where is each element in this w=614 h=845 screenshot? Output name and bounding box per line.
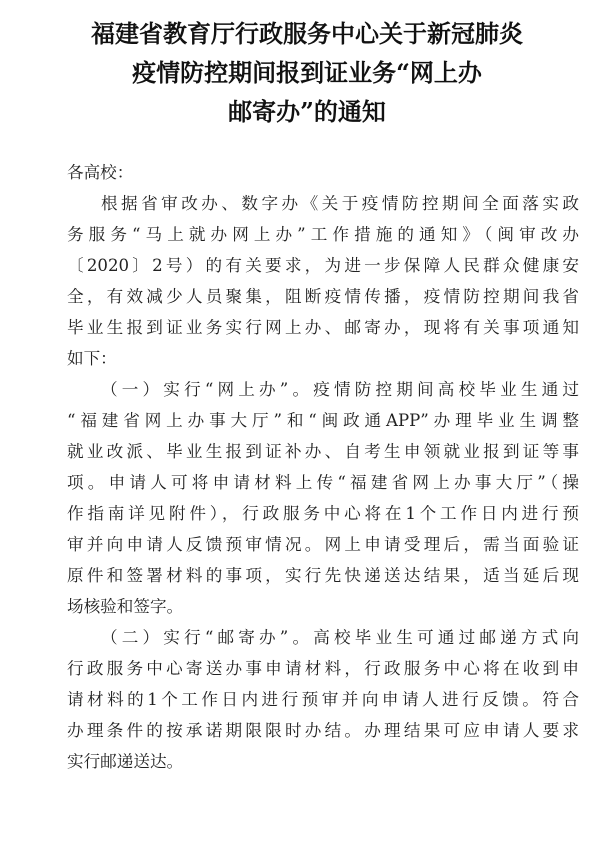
paragraph-line: 行政服务中心寄送办事申请材料，行政服务中心将在收到申 xyxy=(67,659,579,678)
paragraph-line: 项。申请人可将申请材料上传“福建省网上办事大厅”（操 xyxy=(67,473,579,492)
paragraph-line: 如下： xyxy=(67,349,117,368)
paragraph-line: （二）实行“邮寄办”。高校毕业生可通过邮递方式向 xyxy=(101,628,579,647)
paragraph-mail xyxy=(67,622,579,777)
title-line-2: 疫情防控期间报到证业务“网上办 xyxy=(132,58,482,87)
paragraph-line: 请材料的1个工作日内进行预审并向申请人进行反馈。符合 xyxy=(67,690,579,709)
paragraph-line: 原件和签署材料的事项，实行先快递送达结果，适当延后现 xyxy=(67,566,579,585)
paragraph-online xyxy=(67,374,579,622)
paragraph-line: 全，有效减少人员聚集，阻断疫情传播，疫情防控期间我省 xyxy=(67,287,579,306)
paragraph-line: 〔2020〕2号）的有关要求，为进一步保障人民群众健康安 xyxy=(67,256,579,275)
paragraph-line: 审并向申请人反馈预审情况。网上申请受理后，需当面验证 xyxy=(67,535,579,554)
paragraph-line: 根据省审改办、数字办《关于疫情防控期间全面落实政 xyxy=(101,194,579,213)
paragraph-line: 实行邮递送达。 xyxy=(67,752,184,771)
title-line-3: 邮寄办”的通知 xyxy=(228,97,386,126)
paragraph-line: 作指南详见附件），行政服务中心将在1个工作日内进行预 xyxy=(67,504,579,523)
paragraph-line: “福建省网上办事大厅”和“闽政通APP”办理毕业生调整 xyxy=(67,411,579,430)
paragraph-line: （一）实行“网上办”。疫情防控期间高校毕业生通过 xyxy=(101,380,579,399)
title-line-1: 福建省教育厅行政服务中心关于新冠肺炎 xyxy=(91,19,523,48)
paragraph-line: 就业改派、毕业生报到证补办、自考生申领就业报到证等事 xyxy=(67,442,579,461)
paragraph-line: 务服务“马上就办网上办”工作措施的通知》（闽审改办 xyxy=(67,225,579,244)
paragraph-intro xyxy=(67,188,579,374)
salutation: 各高校： xyxy=(67,163,134,182)
paragraph-line: 场核验和签字。 xyxy=(67,597,184,616)
paragraph-line: 办理条件的按承诺期限限时办结。办理结果可应申请人要求 xyxy=(67,721,579,740)
document-title xyxy=(40,14,574,131)
paragraph-line: 毕业生报到证业务实行网上办、邮寄办，现将有关事项通知 xyxy=(67,318,579,337)
